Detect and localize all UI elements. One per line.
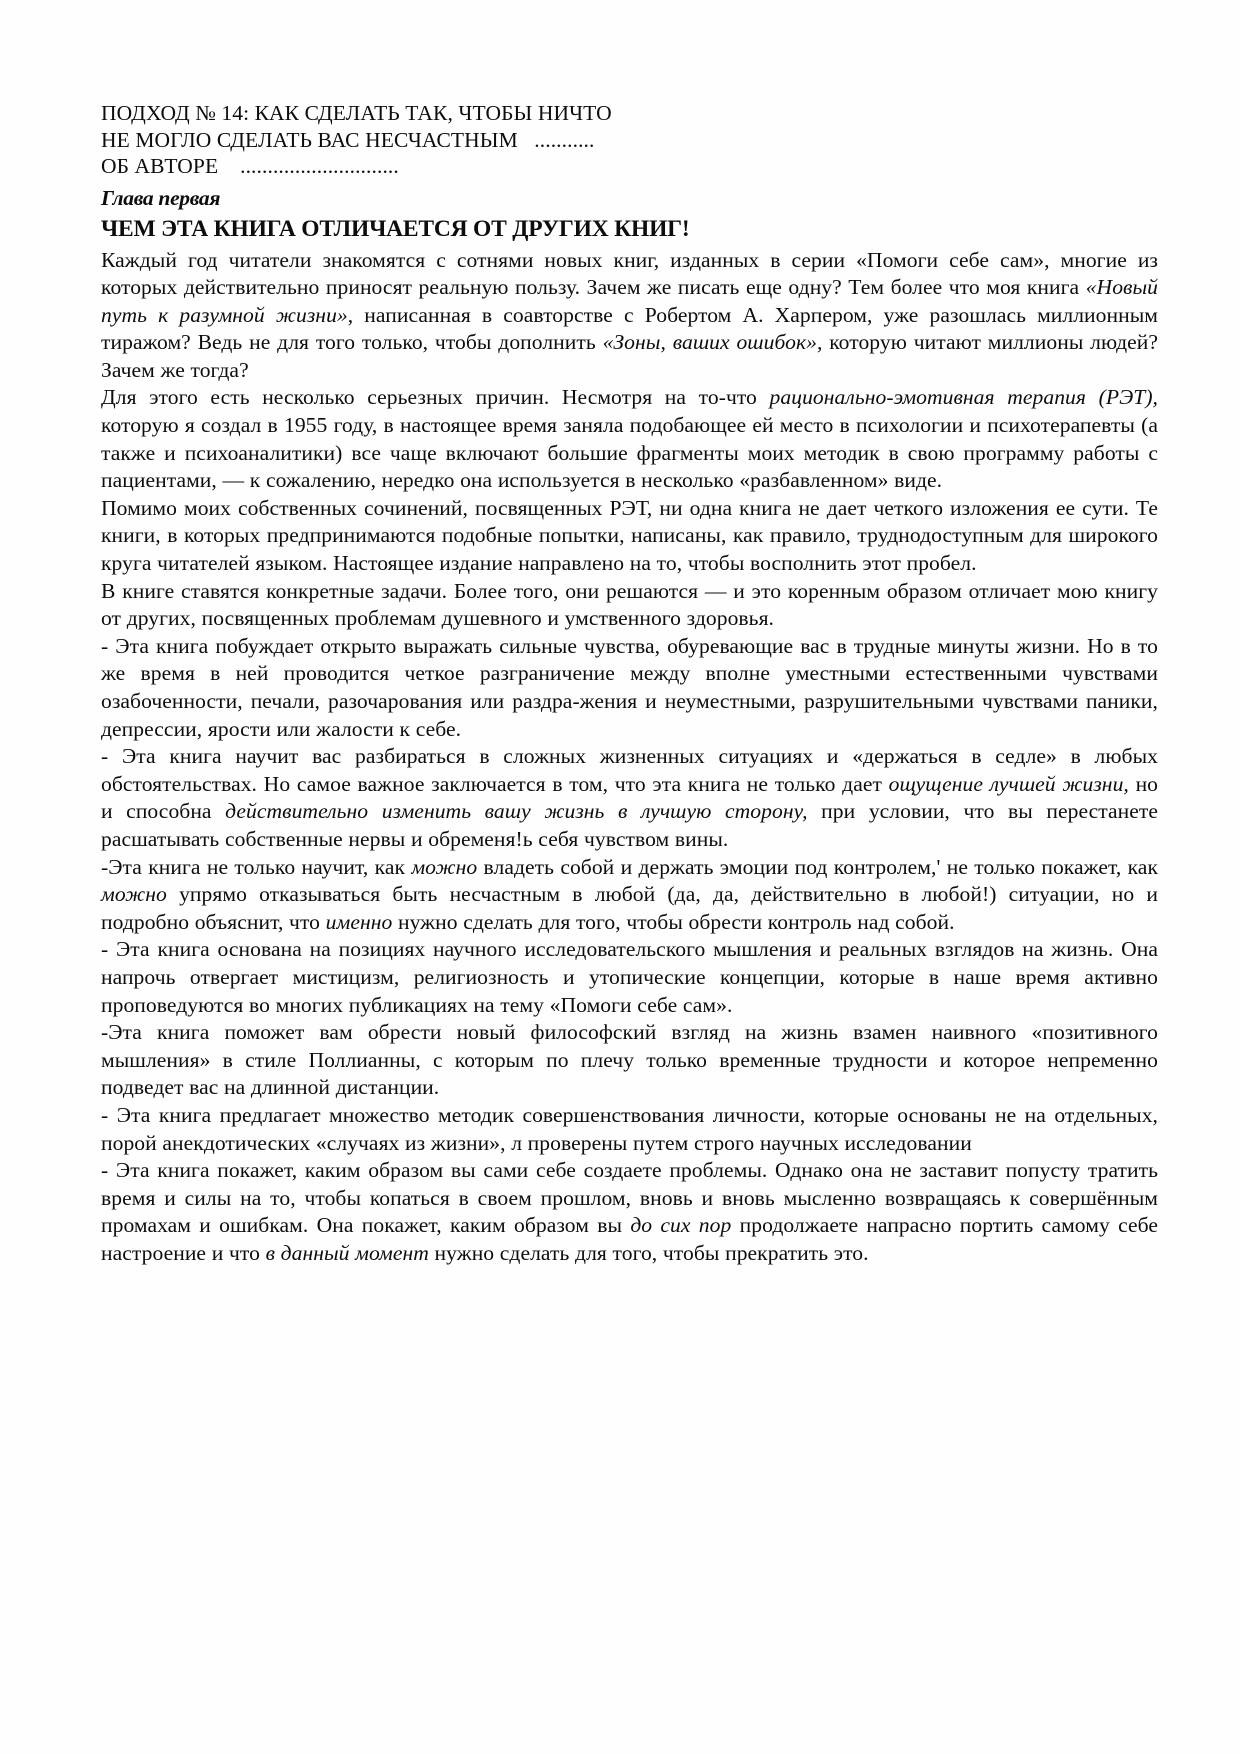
emphasis-run: именно: [325, 909, 393, 934]
toc-remnant: [101, 100, 1158, 180]
paragraph: [101, 1019, 1158, 1102]
text-run: но и способна: [101, 771, 1159, 824]
body-text: [101, 247, 1158, 1268]
paragraph: [101, 495, 1158, 578]
paragraph: [101, 854, 1158, 937]
emphasis-run: «Новый путь к разумной жизни»: [101, 275, 1158, 327]
toc-line: ПОДХОД № 14: КАК СДЕЛАТЬ ТАК, ЧТОБЫ НИЧТО: [101, 101, 612, 125]
toc-line: НЕ МОГЛО СДЕЛАТЬ ВАС НЕСЧАСТНЫМ ...........: [101, 127, 595, 152]
chapter-label: Глава первая: [101, 185, 221, 210]
emphasis-run: «Зоны, ваших ошибок»,: [602, 330, 823, 355]
text-run: нужно сделать для того, чтобы обрести контроль над собой.: [392, 909, 955, 934]
emphasis-run: можно: [411, 854, 478, 879]
text-run: - Эта книга предлагает множество методик совершенствования личности, которые основаны не на отдельных, порой анекдотических «случаях из жизни», л проверены путем строго научных исследовании: [101, 1102, 1158, 1155]
paragraph: [101, 247, 1158, 385]
text-run: владеть собой и держать эмоции под контролем,' не только покажет, как: [477, 854, 1158, 879]
chapter-title: ЧЕМ ЭТА КНИГА ОТЛИЧАЕТСЯ ОТ ДРУГИХ КНИГ!: [101, 215, 690, 242]
text-run: Каждый год читатели знакомятся с сотнями новых книг, изданных в серии «Помоги себе сам», многие из которых действительно приносят реальную пользу. Зачем же писать еще одну? Тем более что моя книга: [101, 247, 1158, 300]
emphasis-run: можно: [101, 882, 167, 907]
text-run: при условии, что вы перестанете расшатывать собственные нервы и обременя!ь себя чувством вины.: [101, 799, 1159, 851]
paragraph: [101, 633, 1158, 743]
emphasis-run: до сих пор: [630, 1213, 732, 1238]
toc-line: ОБ АВТОРЕ .............................: [101, 154, 399, 178]
paragraph: [101, 578, 1158, 633]
text-run: - Эта книга побуждает открыто выражать сильные чувства, обуревающие вас в трудные минуты жизни. Но в то же время в ней проводится четкое разграничение между вполне уместными естественными чувствами озабоченности, печали, разочарования или раздра-жения и неуместными, разрушительными чувствами паники, депрессии, ярости или жалости к себе.: [101, 633, 1158, 741]
text-run: Для этого есть несколько серьезных причин. Несмотря на то-что: [101, 385, 770, 410]
paragraph: [101, 384, 1158, 494]
emphasis-run: действительно изменить вашу жизнь в лучшую сторону,: [225, 799, 808, 824]
text-run: -Эта книга поможет вам обрести новый философский взгляд на жизнь взамен наивного «позитивного мышления» в стиле Поллианны, с которым по плечу только временные трудности и которое непременно подведет вас на длинной дистанции.: [101, 1020, 1158, 1100]
paragraph: [101, 936, 1158, 1019]
text-run: которую я создал в 1955 году, в настоящее время заняла подобающее ей место в психологии и психотерапевты (а также и психоаналитики) все чаще включают большие фрагменты моих методик в свою программу работы с пациентами, — к сожалению, нередко она используется в несколько «разбавленном» виде.: [101, 413, 1158, 493]
paragraph: [101, 743, 1158, 853]
text-run: - Эта книга научит вас разбираться в сложных жизненных ситуациях и «держаться в седле» в любых обстоятельствах. Но самое важное заключается в том, что эта книга не только дает: [101, 744, 1158, 796]
text-run: упрямо отказываться быть несчастным в любой (да, да, действительно в любой!) ситуации, но и подробно объяснит, что: [101, 882, 1158, 934]
text-run: нужно сделать для того, чтобы прекратить это.: [428, 1240, 869, 1265]
text-run: В книге ставятся конкретные задачи. Более того, они решаются — и это коренным образом отличает мою книгу от других, посвященных проблемам душевного и умственного здоровья.: [101, 578, 1158, 631]
paragraph: [101, 1102, 1158, 1157]
text-run: продолжаете напрасно портить самому себе настроение и что: [101, 1213, 1158, 1265]
text-run: которую читают миллионы людей? Зачем же тогда?: [101, 330, 1158, 382]
emphasis-run: рационально-эмотивная терапия (РЭТ),: [769, 385, 1159, 410]
paragraph: [101, 1157, 1158, 1267]
emphasis-run: ощущение лучшей жизни,: [888, 771, 1129, 796]
text-run: , написанная в соавторстве с Робертом А. Харпером, уже разошлась миллионным тиражом? Ведь не для того только, чтобы дополнить: [101, 302, 1158, 355]
text-run: - Эта книга покажет, каким образом вы сами себе создаете проблемы. Однако она не заставит попусту тратить время и силы на то, чтобы копаться в своем прошлом, вновь и вновь мысленно возвращаясь к совершённым промахам и ошибкам. Она покажет, каким образом вы: [101, 1158, 1158, 1238]
text-run: Помимо моих собственных сочинений, посвященных РЭТ, ни одна книга не дает четкого изложения ее сути. Те книги, в которых предпринимаются подобные попытки, написаны, как правило, труднодоступным для широкого круга читателей языком. Настоящее издание направлено на то, чтобы восполнить этот пробел.: [101, 495, 1158, 576]
emphasis-run: в данный момент: [265, 1240, 429, 1265]
text-run: - Эта книга основана на позициях научного исследовательского мышления и реальных взглядов на жизнь. Она напрочь отвергает мистицизм, религиозность и утопические концепции, которые в наше время активно проповедуются во многих публикациях на тему «Помоги себе сам».: [101, 937, 1158, 1017]
text-run: -Эта книга не только научит, как: [101, 854, 412, 879]
